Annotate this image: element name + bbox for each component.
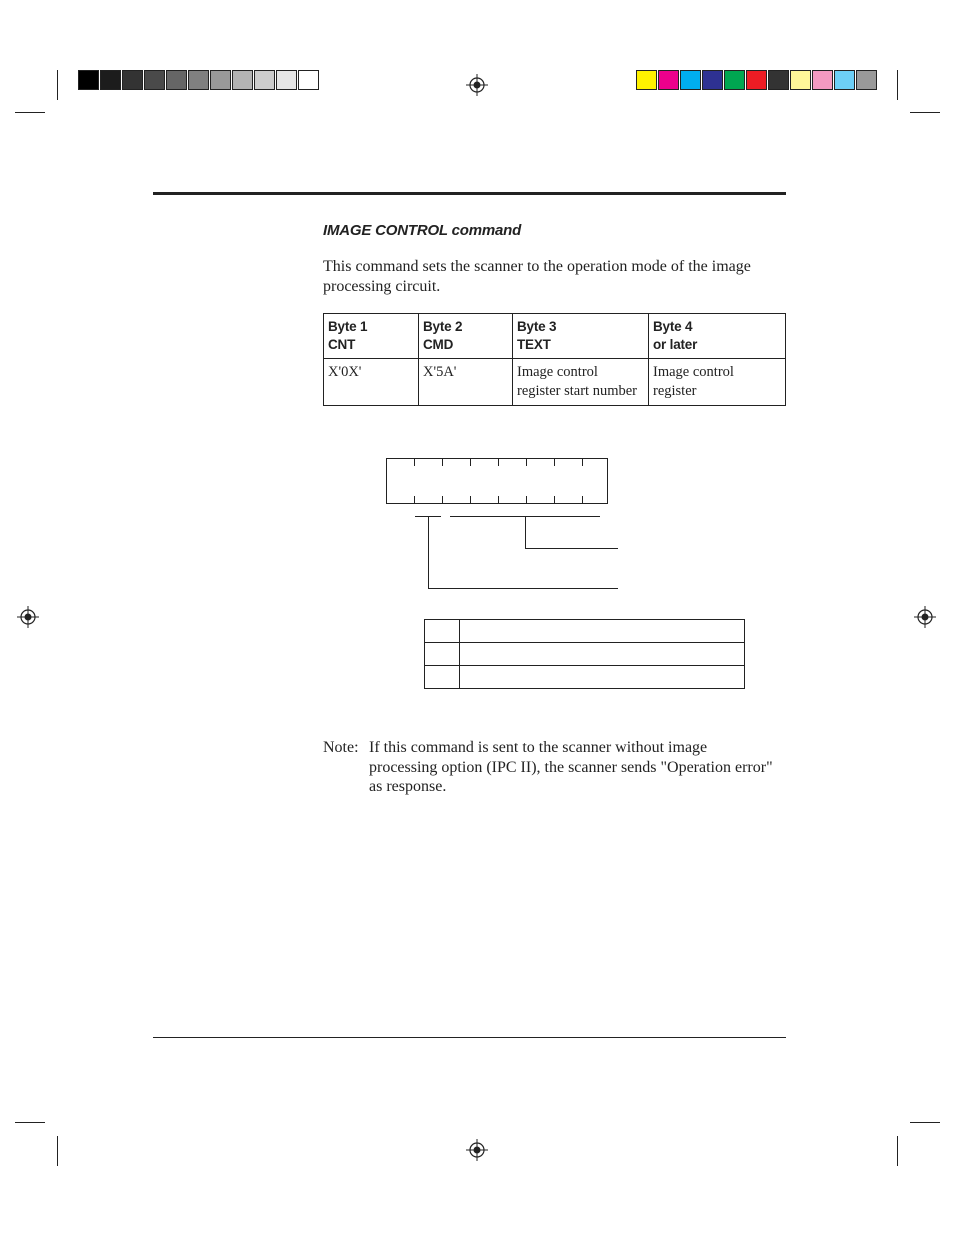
crop-mark xyxy=(910,1122,940,1123)
registration-mark-icon xyxy=(17,606,39,628)
color-swatch xyxy=(232,70,253,90)
footer-rule xyxy=(153,1037,786,1038)
bit-value-table xyxy=(424,619,745,689)
color-swatch xyxy=(834,70,855,90)
description-paragraph: This command sets the scanner to the operation mode of the image processing circuit. xyxy=(323,258,751,295)
section-heading: IMAGE CONTROL command xyxy=(323,222,522,239)
cell-text: X'5A' xyxy=(423,364,457,380)
header-label: Byte 1 xyxy=(328,319,368,334)
color-swatch xyxy=(768,70,789,90)
table-header-row xyxy=(324,314,786,359)
table-row xyxy=(425,666,745,689)
header-cell-byte4 xyxy=(649,314,786,359)
registration-mark-icon xyxy=(914,606,936,628)
color-swatch xyxy=(636,70,657,90)
crop-mark xyxy=(897,70,898,100)
header-label: Byte 3 xyxy=(517,319,557,334)
value-cell-cnt xyxy=(324,359,419,406)
cell-text: Image control xyxy=(653,364,734,380)
color-swatch xyxy=(680,70,701,90)
cell-text-line2: register start number xyxy=(517,383,637,399)
value-cell-cmd xyxy=(419,359,513,406)
leader-line xyxy=(428,588,618,589)
color-swatch xyxy=(166,70,187,90)
color-swatch xyxy=(144,70,165,90)
leader-line xyxy=(525,548,618,549)
crop-mark xyxy=(57,70,58,100)
value-cell-text xyxy=(513,359,649,406)
cell-text: X'0X' xyxy=(328,364,362,380)
color-swatch xyxy=(210,70,231,90)
header-rule xyxy=(153,192,786,195)
table-cell xyxy=(425,643,460,666)
crop-mark xyxy=(910,112,940,113)
registration-mark-icon xyxy=(466,74,488,96)
header-sublabel: CNT xyxy=(328,337,356,352)
header-label: Byte 2 xyxy=(423,319,463,334)
color-swatch xyxy=(856,70,877,90)
bit-divider-tick xyxy=(498,459,499,466)
bit-divider-tick xyxy=(414,496,415,503)
bit-divider-tick xyxy=(582,496,583,503)
leader-line xyxy=(428,516,429,589)
table-cell xyxy=(425,666,460,689)
color-swatch xyxy=(276,70,297,90)
crop-mark xyxy=(897,1136,898,1166)
header-cell-byte2 xyxy=(419,314,513,359)
header-sublabel: TEXT xyxy=(517,337,551,352)
note-text: If this command is sent to the scanner without image processing option (IPC II), the scanner sends "Operation error" as response. xyxy=(369,739,773,795)
table-cell xyxy=(460,620,745,643)
color-swatch xyxy=(746,70,767,90)
header-sublabel: CMD xyxy=(423,337,454,352)
bit-field-box xyxy=(386,458,608,504)
note-label: Note: xyxy=(323,739,359,756)
color-swatch xyxy=(100,70,121,90)
header-label: Byte 4 xyxy=(653,319,693,334)
color-swatch xyxy=(188,70,209,90)
color-swatch xyxy=(702,70,723,90)
bit-divider-tick xyxy=(582,459,583,466)
command-format-table xyxy=(323,313,786,406)
value-cell-later xyxy=(649,359,786,406)
cell-text: Image control xyxy=(517,364,598,380)
bit-divider-tick xyxy=(470,459,471,466)
registration-mark-icon xyxy=(466,1139,488,1161)
color-swatch xyxy=(78,70,99,90)
color-swatch xyxy=(790,70,811,90)
bit-divider-tick xyxy=(442,459,443,466)
bit-divider-tick xyxy=(554,496,555,503)
table-row xyxy=(425,620,745,643)
leader-line xyxy=(525,516,526,549)
table-cell xyxy=(460,643,745,666)
color-swatch xyxy=(812,70,833,90)
table-row xyxy=(324,359,786,406)
color-swatch xyxy=(724,70,745,90)
header-sublabel: or later xyxy=(653,337,698,352)
bit-divider-tick xyxy=(414,459,415,466)
header-cell-byte3 xyxy=(513,314,649,359)
table-cell xyxy=(425,620,460,643)
color-swatch xyxy=(122,70,143,90)
table-row xyxy=(425,643,745,666)
bit-divider-tick xyxy=(526,459,527,466)
color-swatch xyxy=(254,70,275,90)
bit-divider-tick xyxy=(498,496,499,503)
bit-divider-tick xyxy=(470,496,471,503)
crop-mark xyxy=(15,1122,45,1123)
crop-mark xyxy=(57,1136,58,1166)
table-cell xyxy=(460,666,745,689)
header-cell-byte1 xyxy=(324,314,419,359)
bit-divider-tick xyxy=(526,496,527,503)
bit-divider-tick xyxy=(554,459,555,466)
crop-mark xyxy=(15,112,45,113)
color-swatch xyxy=(298,70,319,90)
bit-divider-tick xyxy=(442,496,443,503)
color-swatch xyxy=(658,70,679,90)
cell-text-line2: register xyxy=(653,383,697,399)
